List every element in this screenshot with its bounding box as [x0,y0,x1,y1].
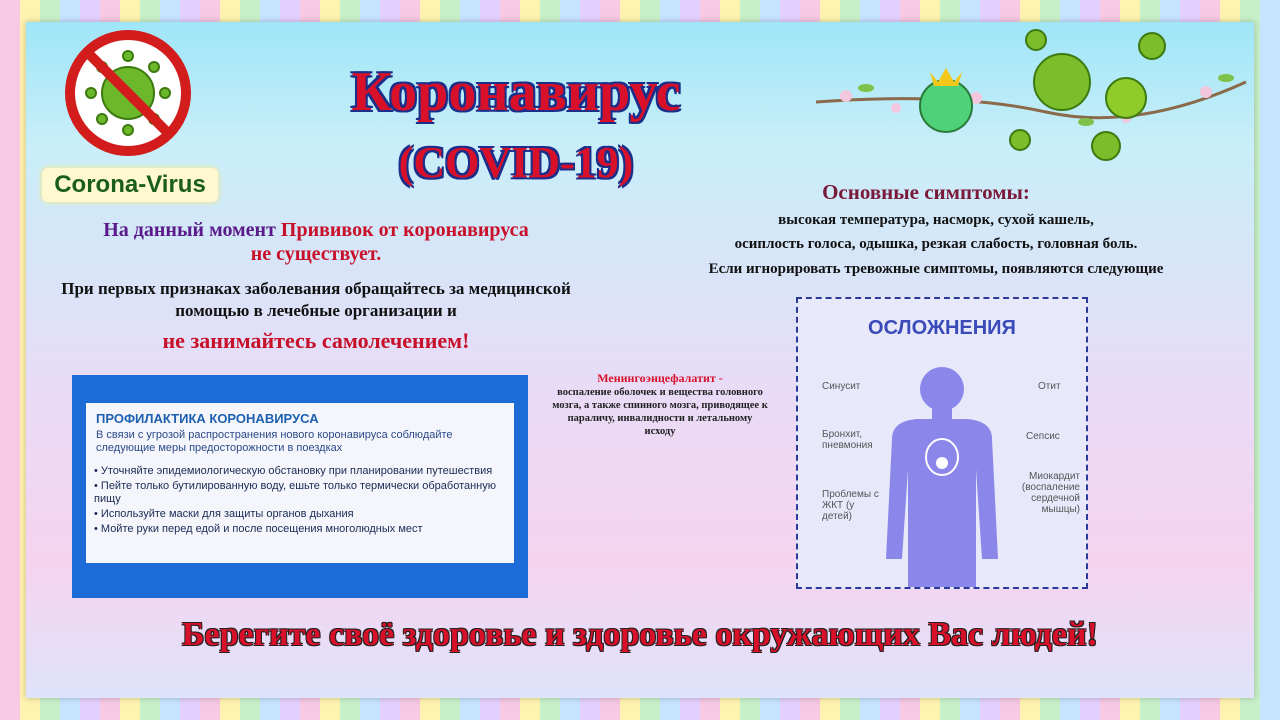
advice-text: При первых признаках заболевания обращайтесь за медицинской помощью в лечебные организации и [61,279,571,320]
complication-miokard: Миокардит (воспаление сердечной мышцы) [1021,471,1080,515]
poster [26,22,1254,698]
prevention-panel [72,375,528,598]
vaccine-text-3: не существует. [250,243,382,265]
symptoms-line-3: Если игнорировать тревожные симптомы, появляются следующие [708,261,1164,277]
page-title: Коронавирус [351,61,681,123]
symptoms-title: Основные симптомы: [822,180,1030,204]
prevention-card [86,403,514,563]
complications-panel [796,297,1088,589]
list-item: • Мойте руки перед едой и после посещения многолюдных мест [94,523,423,535]
prevention-list [94,465,514,538]
vaccine-text-2: Прививок от коронавируса [280,219,529,241]
logo-caption: Corona-Virus [42,168,218,202]
complications-title: ОСЛОЖНЕНИЯ [868,317,1016,339]
complication-sepsis: Сепсис [1026,431,1060,442]
meningitis-text: воспаление оболочек и вещества головного мозга, а также спинного мозга, приводящее к параличу, инвалидности и летальному исходу [552,387,768,437]
complication-sinusit: Синусит [822,381,861,392]
list-item: • Уточняйте эпидемиологическую обстановку при планировании путешествия [94,465,493,477]
symptoms-line-1: высокая температура, насморк, сухой кашель, [778,212,1094,228]
no-virus-icon [48,28,208,158]
self-treatment-warning: не занимайтесь самолечением! [162,328,470,353]
complication-otit: Отит [1038,381,1061,392]
complication-gkt: Проблемы с ЖКТ (у детей) [822,489,879,522]
prevention-intro: В связи с угрозой распространения нового коронавируса соблюдайте следующие меры предосторожности в поездках [96,429,453,454]
prevention-title: ПРОФИЛАКТИКА КОРОНАВИРУСА [96,411,319,426]
list-item: • Используйте маски для защиты органов дыхания [94,508,354,520]
human-body-icon [872,359,1012,589]
complication-bronchit: Бронхит, пневмония [822,429,873,451]
virus-branch-illustration [806,22,1254,172]
list-item: • Пейте только бутилированную воду, ешьте только термически обработанную пищу [94,480,497,505]
page-subtitle: (COVID-19) [398,138,634,187]
symptoms-line-2: осиплость голоса, одышка, резкая слабость, головная боль. [734,236,1138,252]
meningitis-title: Менингоэнцефалатит - [597,371,723,385]
meningitis-note [552,372,768,438]
footer-slogan: Берегите своё здоровье и здоровье окружающих Вас людей! [182,616,1098,653]
vaccine-text-1: На данный момент [103,219,276,241]
vaccine-notice [36,218,596,266]
